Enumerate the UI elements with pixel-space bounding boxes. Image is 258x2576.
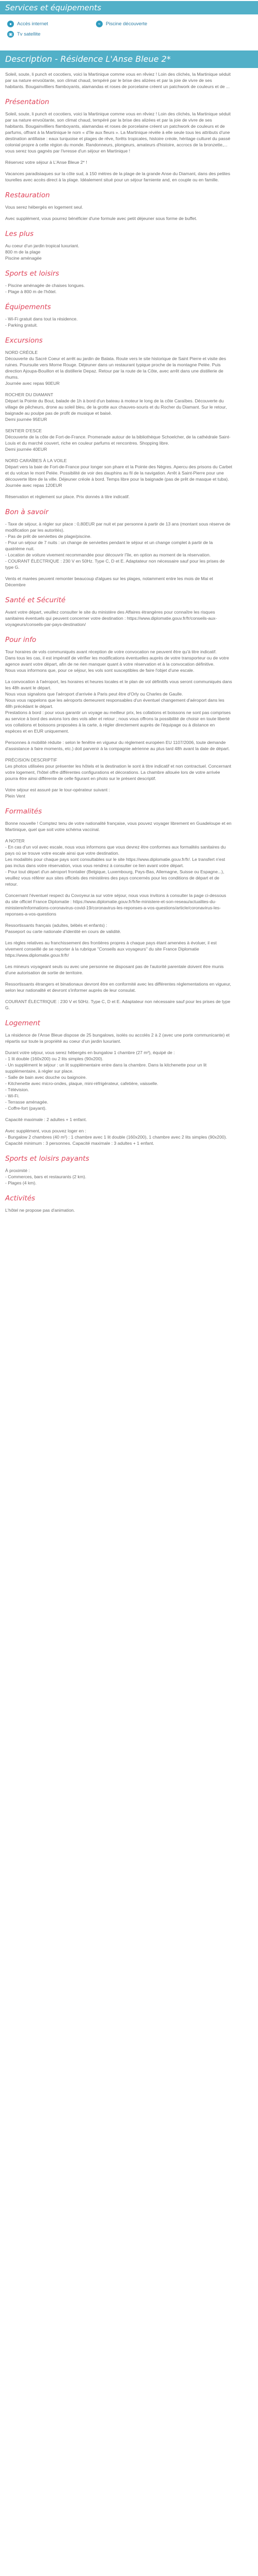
paragraph-gap — [5, 782, 232, 787]
tv-icon: ▣ — [7, 31, 14, 38]
section-line: - Location de voiture vivement recommandée pour découvrir l'île, en option au moment de la réservation. — [5, 552, 211, 557]
section-line: NORD CRÉOLE — [5, 350, 38, 355]
section-line: Découverte du Sacré Coeur et arrêt au jardin de Balata. Route vers le site historique de Saint Pierre et visite des ruines. Poursuite vers Morne Rouge. Déjeuner dans un restaurant typique proche de la montagne Pelée. Puis direction Ajoupa-Bouillon et la distillerie Depaz. Retour par la route de la Côte, avec arrêt dans une distillerie de rhums. — [5, 356, 227, 380]
section-line: Vents et marées peuvent remonter beaucoup d'algues sur les plages, notamment entre les mois de Mai et Décembre — [5, 576, 213, 587]
paragraph-gap — [5, 887, 232, 892]
section-line: Capacité maximale : 2 adultes + 1 enfant. — [5, 1117, 87, 1122]
paragraph-gap — [5, 386, 232, 392]
section-line: - Plages (4 km). — [5, 1180, 37, 1185]
section-line: Avant votre départ, veuillez consulter le site du ministère des Affaires étrangères pour connaître les risques sanitaires éventuels qui peuvent concerner votre destination : https://www.diplomatie.gouv.fr/fr/conseils-aux-voyageurs/conseils-par-pays-destination/ — [5, 609, 217, 627]
section-line: Les modalités pour chaque pays sont consultables sur le site https://www.diplomatie.gouv.fr/fr/. Le transfert n'est pas inclus dans votre réservation, vous vous rendrez à consulter ce lien avant votre départ. — [5, 857, 225, 868]
section-line: Personnes à mobilité réduite : selon le fenêtre en vigueur du règlement européen EU 1107/2006, toute demande d'assistance à faire moments, etc.) doit parvenir à la compagnie aérienne au plus tard 48h avant la date de départ. — [5, 740, 230, 751]
paragraph-gap — [5, 1044, 232, 1049]
section-line: NORD CARAÏBES À LA VOILE — [5, 458, 67, 463]
section-line: Demi journée 95EUR — [5, 417, 47, 422]
paragraph-gap — [5, 935, 232, 940]
section-line: A NOTER — [5, 838, 25, 843]
service-item — [7, 21, 96, 27]
wifi-icon: ● — [7, 21, 14, 27]
section-line: - Piscine aménagée de chaises longues. — [5, 283, 85, 288]
section-title: Sports et loisirs payants — [5, 1155, 89, 1163]
section-line: Durant votre séjour, vous serez hébergés en bungalow 1 chambre (27 m²), équipé de : — [5, 1050, 175, 1055]
section-line: - COURANT ÉLECTRIQUE : 230 V en 50Hz. Type C, D et E. Adaptateur non nécessaire sauf pour les prises de type G. — [5, 558, 225, 570]
paragraph-gap — [5, 752, 232, 757]
section-line: - Wi-Fi. — [5, 1093, 20, 1098]
section-line: PRÉCISION DESCRIPTIF — [5, 757, 57, 762]
section-line: Ressortissants étrangers et binationaux devront être en conformité avec les différentes réglementations en vigueur, selon leur nationalité et devront s'informer auprès de leur consulat. — [5, 981, 231, 993]
section-line: Départ vers la baie de Fort-de-France pour longer son phare et la Pointe des Nègres. Apercu des prisons du Carbet et du volcan le mont Pelée. Possibilité de voir des dauphins au fil de la navigation. Arrêt à Saint-Pierre pour une découverte libre de la ville. Déjeuner créole à bord. Temps libre pour la baignade (pas de prêt de masque et tuba). — [5, 464, 232, 482]
section-line: Journée avec repas 90EUR — [5, 381, 60, 386]
section-line: Départ la Pointe du Bout, balade de 1h à bord d'un bateau à moteur le long de la côte Caraïbes. Découverte du village de pêcheurs, drone au soleil bleu, de la grotte aux chauves-souris et du Rocher du Diamant. Sur le retour, baignade au poulpe pas de profit de musique et baisé. — [5, 398, 227, 416]
section-line: Vous serez hébergés en logement seul. — [5, 205, 83, 210]
section-line: - Kitchenette avec micro-ondes, plaque, mini-réfrigérateur, cafetière, vaisselle. — [5, 1081, 158, 1086]
section-line: - Taxe de séjour, à régler sur place : 0,80EUR par nuit et par personne à partir de 13 ans (montant sous réserve de modification par les autorités). — [5, 521, 231, 533]
section-title: Pour info — [5, 636, 37, 644]
section-line: L'hôtel ne propose pas d'animation. — [5, 1208, 75, 1213]
section-line: Votre séjour est assuré par le tour-opérateur suivant : — [5, 787, 110, 792]
section-line: Concernant l'éventuel respect du Covoyeur.ia sur votre séjour, nous vous invitons à consulter la page ci-dessous du site officiel France Diplomatie : https://www.diplomatie.gouv.fr/fr/le-ministere-et-son-reseau/actualites-du-ministere/informations-coronavirus-covid-19/coronavirus-les-reponses-a-vos-questions/article/coronavirus-les-reponses-a-vos-questions — [5, 893, 227, 917]
paragraph-gap — [5, 1123, 232, 1128]
section-title: Logement — [5, 1019, 40, 1027]
section-line: Tour horaires de vols communiqués avant réception de votre convocation ne peuvent être qu'à titre indicatif. — [5, 649, 217, 654]
section-title: Santé et Sécurité — [5, 596, 66, 604]
section-line: Journée avec repas 120EUR — [5, 483, 62, 488]
description-header — [0, 50, 258, 68]
paragraph-gap — [5, 1111, 232, 1116]
section-title: Formalités — [5, 807, 42, 816]
section-line: Au coeur d'un jardin tropical luxuriant. — [5, 243, 79, 248]
section-line: Dans tous les cas, il est impératif de vérifier les modifications éventuelles auprès de votre transporteur ou de votre agence avant votre départ, afin de ne rien manquer quant à votre réservation et à la convocation définitive. — [5, 655, 229, 667]
section-line: Nous vous rappelons que les aéroports demeurent responsables d'un éventuel changement d'aéroport dans les 48h précédant le départ. — [5, 698, 224, 709]
intro-paragraph: Soleil, soute, li punch et cocotiers, voici la Martinique comme vous en rêviez ! Loin des clichés, la Martinique séduit par sa nature envoûtante, son climat chaud, tempéré par le brise des alizées et par la joie de vivre de ses habitants. Bougainvilliers flamboyants, alamandas et roses de porcelaine créent un patchwork de couleurs et de ... — [5, 72, 231, 89]
section-line: ROCHER DU DIAMANT — [5, 392, 54, 397]
section-line: Demi journée 40EUR — [5, 447, 47, 452]
section-title: Les plus — [5, 230, 34, 238]
section-line: Nous vous informons que, pour ce séjour, les vols sont susceptibles de faire l'objet d'une escale. — [5, 668, 195, 673]
paragraph-gap — [5, 734, 232, 739]
services-list — [0, 14, 258, 39]
service-item — [7, 31, 96, 38]
section-line: - Wi-Fi gratuit dans tout la résidence. — [5, 316, 78, 321]
section-line: Les règles relatives au franchissement des frontières propres à chaque pays étant amenées à évoluer, il est vivement conseillé de se reporter à la rubrique "Conseils aux voyageurs" du site France Diplomatie https://www.diplomatie.gouv.fr/fr/ — [5, 940, 217, 958]
section-line: SENTIER D'ESCE — [5, 428, 42, 433]
section-line: Réservation et règlement sur place. Prix donnés à titre indicatif. — [5, 494, 130, 499]
section-line: Bonne nouvelle ! Comptez tenu de votre nationalité française, vous pouvez voyager librement en Guadeloupe et en Martinique, quel que soit votre schéma vaccinal. — [5, 821, 232, 832]
section-title: Équipements — [5, 303, 51, 311]
section-line: - Télévision. — [5, 1087, 29, 1092]
pool-icon: ≈ — [96, 21, 103, 27]
paragraph-gap — [5, 452, 232, 457]
section-line: - En cas d'un vol avec escale, nous vous informons que vous devrez être conformes aux formalités sanitaires du pays où se trouve votre escale ainsi que votre destination. — [5, 844, 226, 856]
section-line: - Plage à 800 m de l'hôtel. — [5, 289, 57, 294]
section-title: Sports et loisirs — [5, 269, 59, 278]
services-row — [7, 29, 251, 39]
paragraph-gap — [5, 422, 232, 428]
section-line: La convocation à l'aéroport, les horaires et heures locales et le plan de vol définitifs vous seront communiqués dans les 48h avant le départ. — [5, 679, 232, 690]
section-line: - Terrasse aménagée. — [5, 1099, 49, 1105]
section-line: COURANT ÉLECTRIQUE : 230 V et 50Hz. Type C, D et E. Adaptateur non nécessaire sauf pour les prises de type G. — [5, 999, 231, 1010]
services-title: Services et équipements — [5, 3, 102, 12]
paragraph-gap — [5, 570, 232, 575]
paragraph-gap — [5, 976, 232, 981]
paragraph-gap — [5, 833, 232, 838]
section-line: - Un supplément le séjour : un lit supplémentaire entre dans la chambre. Dans la kitchenette pour un lit supplémentaire, à régler sur place. — [5, 1062, 207, 1074]
section-line: - 1 lit double (160x200) ou 2 lits simples (90x200). — [5, 1056, 104, 1061]
service-label: Accès internet — [17, 21, 49, 27]
section-line: - Pour tout départ d'un aéroport frontalier (Belgique, Luxembourg, Pays-Bas, Allemagne, Suisse ou Espagne...), veuillez vous référer aux sites officiels des ministères des pays concernés pour les conditions de départ et de retour. — [5, 869, 224, 887]
paragraph-gap — [5, 673, 232, 679]
paragraph-gap — [5, 210, 232, 215]
section-line: Vacances paradisiaques sur la côte sud, à 150 mètres de la plage de la grande Anse du Diamant, dans des petites tourelles avec accès direct à la plage. Idéalement situé pour un séjour farniente and, en couple ou en famille. — [5, 171, 231, 182]
section-line: - Salle de bain avec douche ou baignoire. — [5, 1075, 87, 1080]
description-content — [0, 68, 237, 1213]
service-label: Piscine découverte — [106, 21, 148, 27]
section-title: Excursions — [5, 336, 43, 345]
paragraph-gap — [5, 993, 232, 998]
section-line: Soleil, soute, li punch et cocotiers, voici la Martinique comme vous en rêviez ! Loin des clichés, la Martinique séduit par sa nature envoûtante, son climat chaud, tempéré par la brise des alizées et par la joie de vivre de ses habitants. Bougainvilliers flamboyants, alamandas et roses de porcelaine créent un patchwork de couleurs et de parfums, offrant à la Martinique le nom « d'île aux fleurs ». La Martinique révèle à elle seule tous les attributs d'une destination antillaise : eaux turquoise et plages de rêve, forêts tropicales, histoire créole, héritage culturel du passé colonial propre à cette région du monde. Randonneurs, plongeurs, amateurs d'histoire, accrocs de la bronzette,... vous serez tous gagnés par l'ivresse d'un séjour en Martinique ! — [5, 111, 231, 154]
section-line: Découverte de la côte de Fort-de-France. Promenade autour de la bibliothèque Schoelcher, de la cathédrale Saint-Louis et du marché couvert, riche en couleur parfums et rencontres. Shopping libre. — [5, 434, 231, 446]
section-line: - Commerces, bars et restaurants (2 km). — [5, 1174, 87, 1179]
service-label: Tv satellite — [17, 31, 41, 37]
section-line: Piscine aménagée — [5, 256, 42, 261]
section-line: Prestations à bord : pour vous garantir un voyage au meilleur prix, les collations et boissons ne sont pas comprises au service à bord des avions lors des vols aller et retour ; nous vous offrons la possibilité de choisir en toute liberté vos collations et boissons proposées à la carte, à régler directement auprès de l'équipage ou à distance en espèces et en EUR uniquement. — [5, 710, 231, 734]
section-title: Bon à savoir — [5, 508, 49, 516]
paragraph-gap — [5, 488, 232, 494]
section-line: Passeport ou carte nationale d'identité en cours de validité. — [5, 929, 121, 934]
section-title: Restauration — [5, 191, 50, 199]
section-title: Présentation — [5, 98, 50, 106]
section-line: - Parking gratuit. — [5, 323, 38, 328]
section-line: Avec supplément, vous pouvez loger en : — [5, 1128, 87, 1133]
section-line: Plein Vent — [5, 793, 25, 799]
services-row — [7, 19, 251, 29]
paragraph-gap — [5, 958, 232, 963]
section-line: Nous vous signalons que l'aéroport d'arrivée à Paris peut être d'Orly ou Charles de Gaulle. — [5, 691, 183, 697]
paragraph-gap — [5, 917, 232, 922]
section-line: Avec supplément, vous pourrez bénéficier d'une formule avec petit déjeuner sous forme de buffet. — [5, 216, 198, 221]
section-line: - Pas de prêt de serviettes de plage/piscine. — [5, 534, 92, 539]
paragraph-gap — [5, 154, 232, 159]
section-line: Les photos utilisées pour présenter les hôtels et la destination le sont à titre indicatif et non contractuel. Concernant votre logement, l'hôtel offre différentes configurations et décorations. La chambre allouée lors de votre arrivée pourra être ainsi différente de celle figurant en photo sur le présent descriptif. — [5, 764, 232, 781]
section-line: Ressortissants français (adultes, bébés et enfants) : — [5, 923, 107, 928]
paragraph-gap — [5, 165, 232, 171]
section-line: 800 m de la plage — [5, 249, 41, 255]
service-item — [96, 21, 185, 27]
section-line: - Pour un séjour de 7 nuits : un change de serviettes pendant le séjour et un change complet à partir de la quatrième nuit. — [5, 540, 213, 551]
section-line: - Bungalow 2 chambres (40 m²) : 1 chambre avec 1 lit double (160x200), 1 chambre avec 2 lits simples (90x200). Capacité minimum : 3 personnes. Capacité maximale : 3 adultes + 1 enfant. — [5, 1134, 227, 1146]
section-line: - Coffre-fort (payant). — [5, 1106, 47, 1111]
section-line: Réservez votre séjour à L'Anse Bleue 2* ! — [5, 160, 87, 165]
description-title: Description - Résidence L'Anse Bleue 2* — [5, 54, 171, 64]
section-line: La résidence de l'Anse Bleue dispose de 25 bungalows, isolés ou accolés 2 à 2 (avec une porte communicante) et répartis sur toute la propriété au coeur d'un jardin luxuriant. — [5, 1032, 230, 1044]
section-line: À proximité : — [5, 1168, 30, 1173]
section-line: Les mineurs voyageant seuls ou avec une personne ne disposant pas de l'autorité parentale doivent être munis d'une autorisation de sortie de territoire. — [5, 964, 224, 975]
services-header — [0, 1, 258, 14]
section-title: Activités — [5, 1194, 36, 1202]
